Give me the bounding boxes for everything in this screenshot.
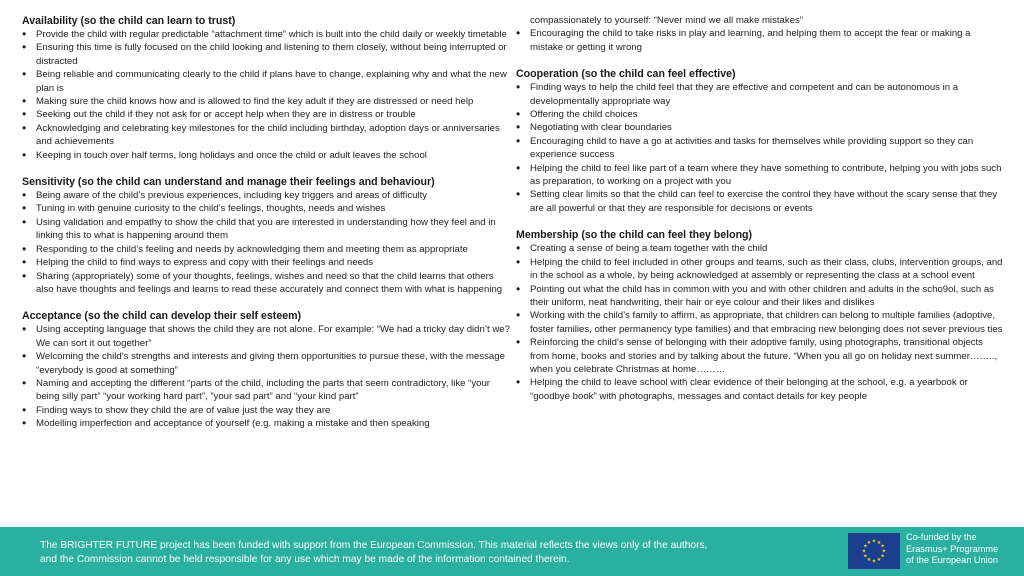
list-item: • Tuning in with genuine curiosity to the child’s feelings, thoughts, needs and wishes	[22, 202, 510, 215]
bullet-list	[516, 242, 1004, 403]
right-column	[516, 14, 1004, 403]
list-item: • Being reliable and communicating clearly to the child if plans have to change, explaining why and what the new plan is	[22, 68, 510, 95]
list-item: • Negotiating with clear boundaries	[516, 121, 1004, 134]
section-heading: Availability (so the child can learn to trust)	[22, 15, 236, 27]
eu-label-line: Co-funded by the	[906, 532, 977, 542]
svg-text:★: ★	[876, 539, 882, 546]
continued-list	[516, 14, 1004, 54]
membership-section	[516, 228, 1004, 403]
list-item: • Creating a sense of being a team together with the child	[516, 242, 1004, 255]
list-item: • Modelling imperfection and acceptance of yourself (e.g. making a mistake and then speaking	[22, 417, 510, 430]
acceptance-section	[22, 309, 510, 430]
list-item: • Responding to the child’s feeling and needs by acknowledging them and meeting them as appropriate	[22, 243, 510, 256]
eu-label-line: of the European Union	[906, 555, 998, 565]
eu-cofunded-label	[906, 532, 1016, 567]
section-heading: Acceptance (so the child can develop their self esteem)	[22, 310, 302, 323]
list-item: • Sharing (appropriately) some of your thoughts, feelings, wishes and need so that the child learns that others also have thoughts and feelings and learns to read these accurately and connect them with what is happening	[22, 270, 510, 297]
section-heading: Sensitivity (so the child can understand and manage their feelings and behaviour)	[22, 176, 435, 189]
availability-section	[22, 14, 510, 162]
list-item-continuation: compassionately to yourself: “Never mind we all make mistakes”	[530, 15, 803, 26]
eu-stars-icon	[848, 533, 900, 569]
section-heading: Cooperation (so the child can feel effective)	[516, 68, 736, 81]
svg-text:★: ★	[880, 543, 885, 550]
list-item: • Using validation and empathy to show the child that you are interested in understanding how they feel and in linking this to what is happening around them	[22, 216, 510, 243]
bullet-list	[22, 323, 510, 430]
list-item: • Working with the child’s family to affirm, as appropriate, that children can belong to multiple families (adoptive, foster families, other permanency type families) and that embracing new belonging does not sever previous ties	[516, 309, 1004, 336]
list-item: • Seeking out the child if they not ask for or accept help when they are in distress or trouble	[22, 108, 510, 121]
svg-text:★: ★	[880, 553, 885, 560]
eu-flag-icon	[848, 533, 900, 569]
list-item: • Reinforcing the child’s sense of belonging with their adoptive family, using photographs, transitional objects from home, books and stories and by talking about the future. “When you all go on holiday next summer…….., when you celebrate Christmas at home………	[516, 336, 1004, 376]
svg-text:★: ★	[871, 558, 877, 565]
list-item: • Helping the child to feel included in other groups and teams, such as their class, clubs, intervention groups, and in the school as a whole, by being acknowledged at assembly or representing the class at a school event	[516, 256, 1004, 283]
list-item: • Encouraging the child to take risks in play and learning, and helping them to accept the fear or making a mistake or getting it wrong	[516, 27, 1004, 54]
list-item: • Helping the child to leave school with clear evidence of their belonging at the school, e.g. a yearbook or “goodbye book” with photographs, messages and contact details for key people	[516, 376, 1004, 403]
svg-text:★: ★	[881, 548, 887, 555]
list-item: • Keeping in touch over half terms, long holidays and once the child or adult leaves the school	[22, 149, 510, 162]
list-item: • Finding ways to help the child feel that they are effective and competent and can be autonomous in a developmentally appropriate way	[516, 81, 1004, 108]
list-item: • Offering the child choices	[516, 108, 1004, 121]
svg-text:★: ★	[861, 548, 867, 555]
list-item: • Ensuring this time is fully focused on the child looking and listening to them closely, without being interrupted or distracted	[22, 41, 510, 68]
svg-text:★: ★	[866, 539, 872, 546]
list-item: • Acknowledging and celebrating key milestones for the child including birthday, adoption days or anniversaries and achievements	[22, 122, 510, 149]
section-heading: Membership (so the child can feel they belong)	[516, 229, 753, 242]
svg-text:★: ★	[863, 543, 868, 550]
eu-label-line: Erasmus+ Programme	[906, 543, 999, 554]
bullet-list	[22, 189, 510, 296]
list-item: • Provide the child with regular predictable “attachment time” which is built into the child daily or weekly timetable	[22, 28, 510, 41]
svg-text:★: ★	[871, 538, 877, 545]
list-item: • Pointing out what the child has in common with you and with other children and adults in the scho9ol, such as their uniform, neat handwriting, their hair or eye colour and their likes and dislikes	[516, 283, 1004, 310]
funding-disclaimer	[40, 539, 820, 567]
list-item: • Setting clear limits so that the child can feel to exercise the control they have without the scary sense that they are all powerful or that they are responsible for decisions or events	[516, 188, 1004, 215]
disclaimer-line: The BRIGHTER FUTURE project has been funded with support from the European Commission. This material reflects the views only of the authors,	[40, 540, 708, 551]
list-item: • Making sure the child knows how and is allowed to find the key adult if they are distressed or need help	[22, 95, 510, 108]
bullet-list	[516, 81, 1004, 215]
list-item: • Helping the child to find ways to express and copy with their feelings and needs	[22, 256, 510, 269]
list-item: • Naming and accepting the different “parts of the child, including the parts that seem contradictory, like “your being silly part” “your working hard part”, ”your sad part” and “your kind part”	[22, 377, 510, 404]
disclaimer-line: and the Commission cannot be held responsible for any use which may be made of the information contained therein.	[40, 554, 570, 565]
svg-text:★: ★	[863, 553, 868, 560]
bullet-list	[22, 28, 510, 162]
list-item: • Welcoming the child’s strengths and interests and giving them opportunities to pursue these, with the message “everybody is good at something”	[22, 350, 510, 377]
svg-text:★: ★	[866, 557, 872, 564]
list-item: • Helping the child to feel like part of a team where they have something to contribute, helping you with jobs such as preparation, to working on a project with you	[516, 162, 1004, 189]
cooperation-section	[516, 67, 1004, 215]
footer-bar	[0, 527, 1024, 576]
left-column	[22, 14, 510, 431]
list-item: • Encouraging child to have a go at activities and tasks for themselves while providing support so they can experience success	[516, 135, 1004, 162]
list-item: • Using accepting language that shows the child they are not alone. For example: “We had a tricky day didn’t we? We can sort it out together”	[22, 323, 510, 350]
sensitivity-section	[22, 175, 510, 296]
list-item: • Being aware of the child’s previous experiences, including key triggers and areas of difficulty	[22, 189, 510, 202]
list-item: • Finding ways to show they child the are of value just the way they are	[22, 404, 510, 417]
svg-text:★: ★	[876, 557, 882, 564]
